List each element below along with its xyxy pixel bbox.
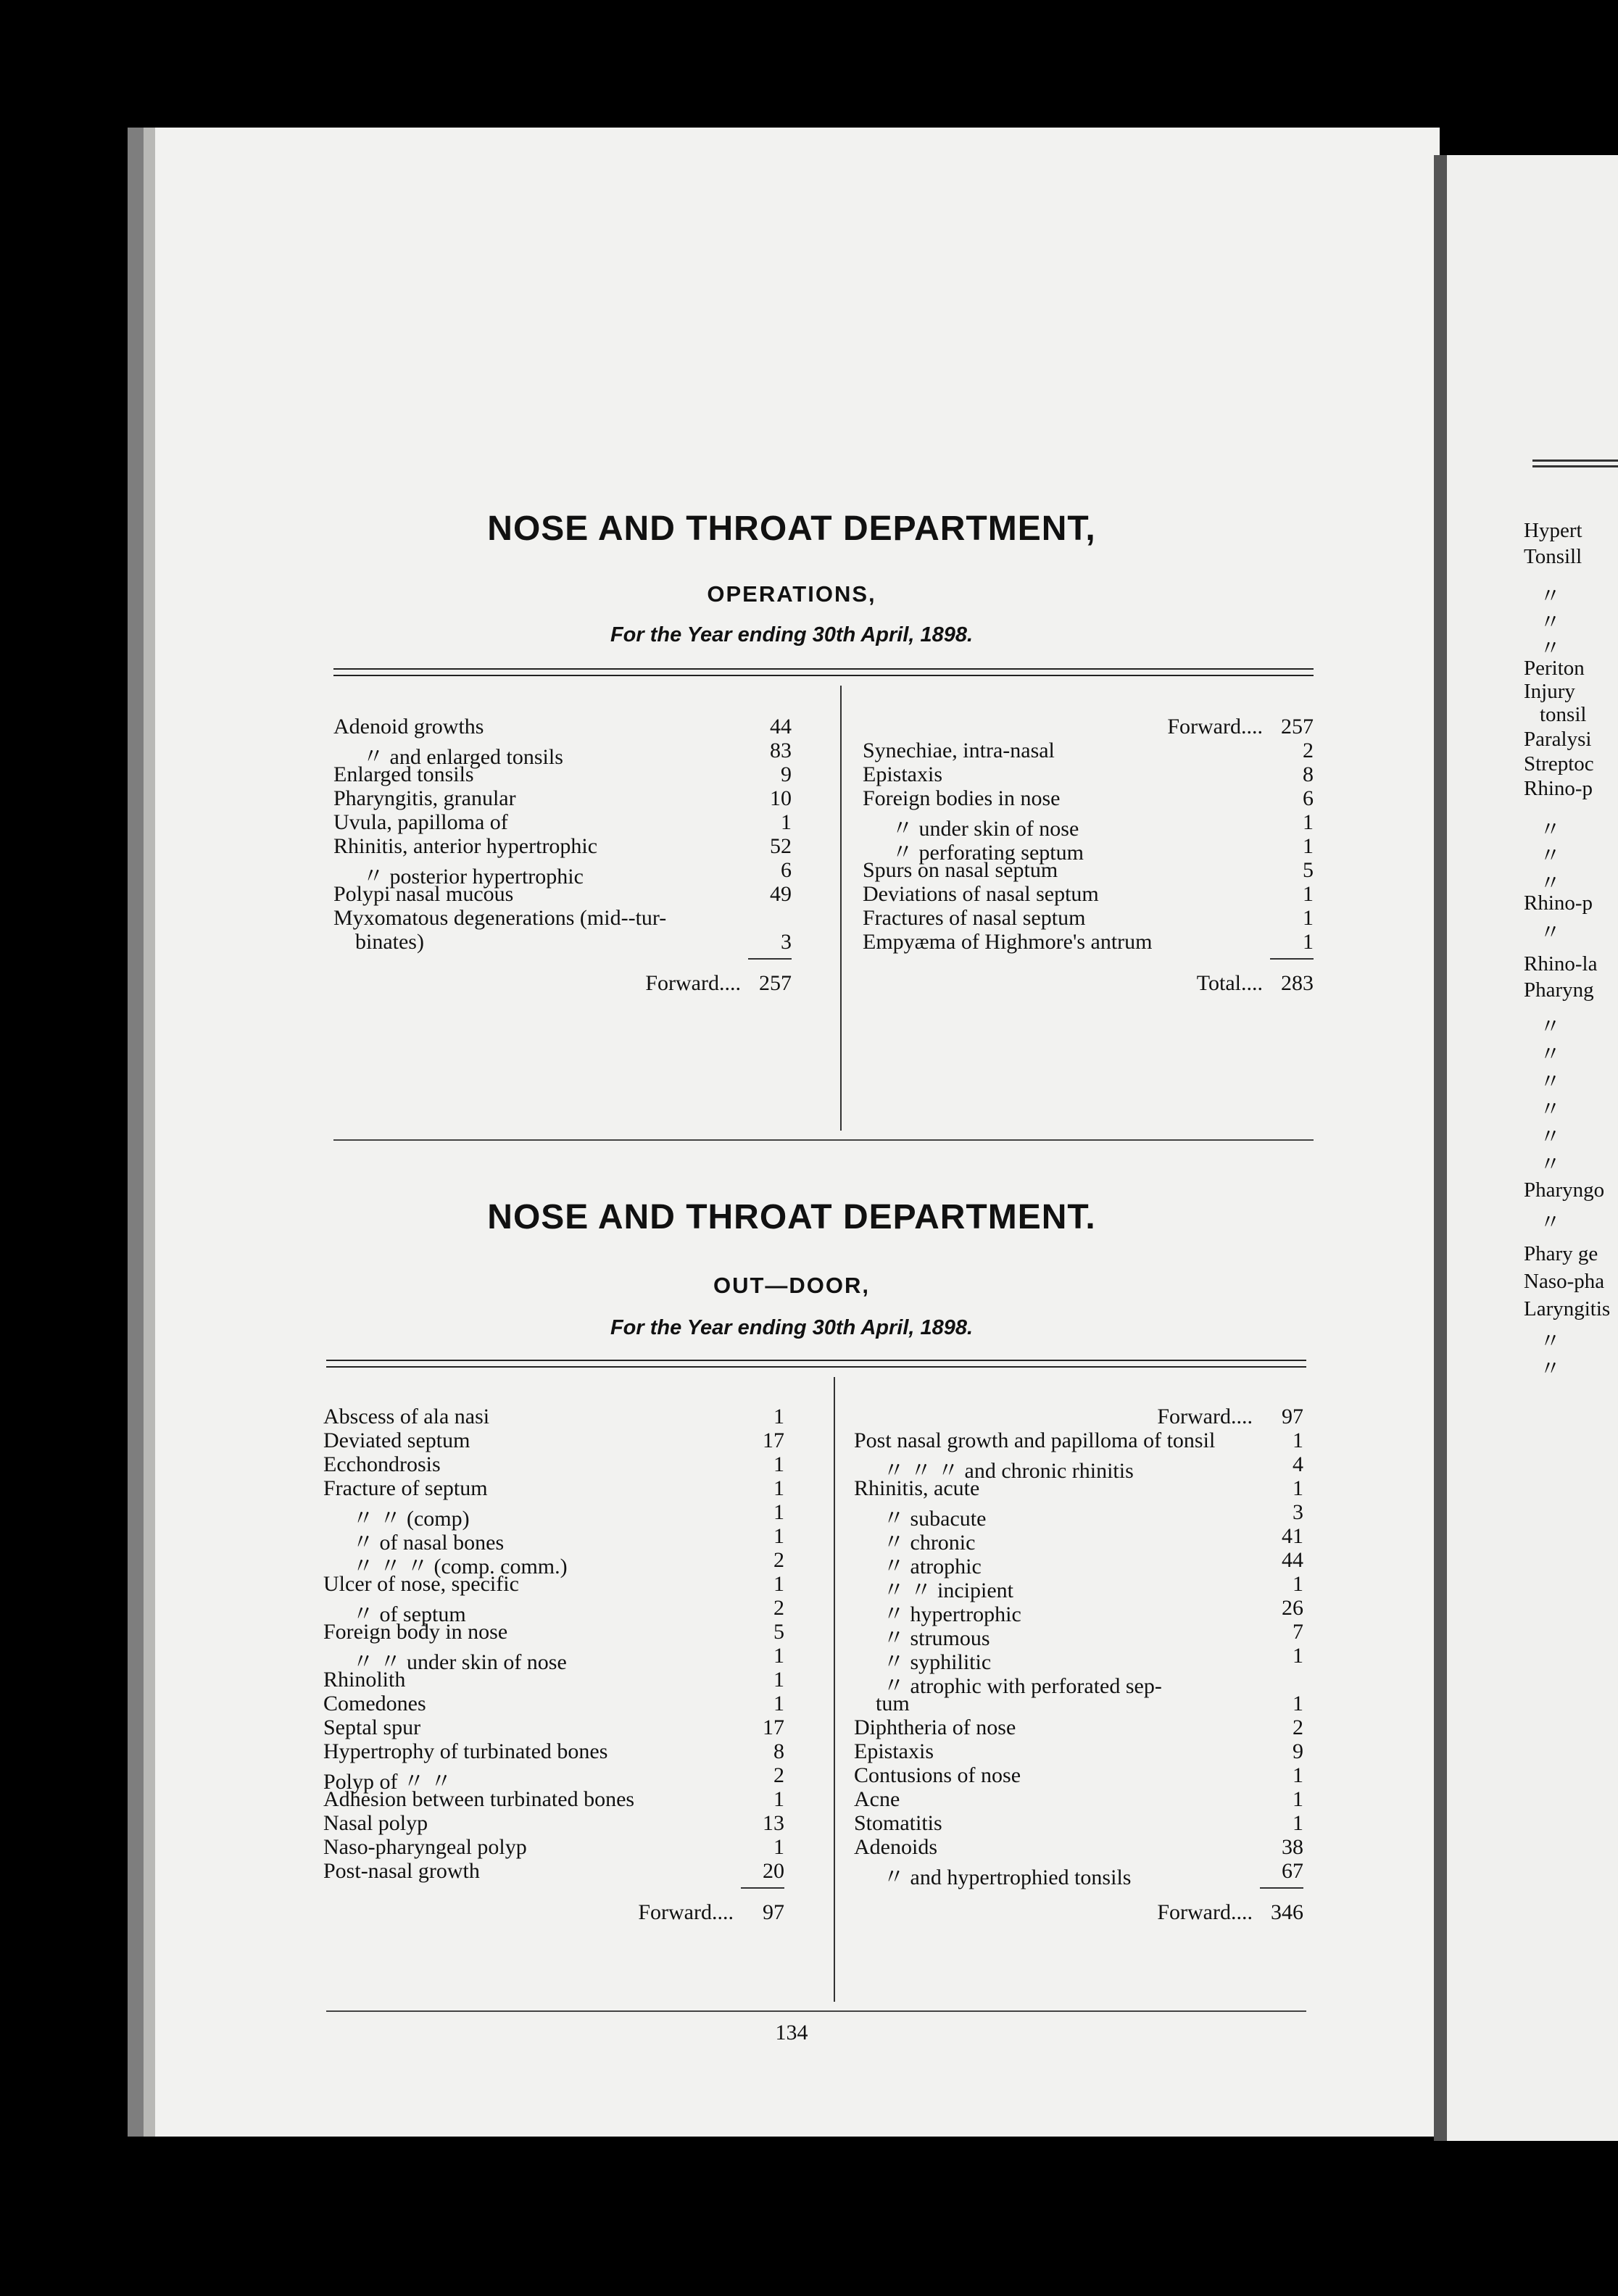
outdoor-top-rule: [326, 1360, 1306, 1368]
row-value: 1: [773, 1572, 784, 1596]
table-row: [323, 1548, 784, 1578]
row-label: 〃 atrophic: [883, 1555, 982, 1578]
table-row: [323, 1524, 784, 1555]
table-row: [323, 1763, 784, 1794]
row-value: 5: [1303, 858, 1314, 882]
row-label: Rhinolith: [323, 1668, 406, 1692]
row-value: 1: [773, 1405, 784, 1428]
table-row: [854, 1692, 1303, 1715]
row-label: binates): [355, 930, 424, 954]
row-value: 9: [1293, 1739, 1303, 1763]
row-value: 1: [1293, 1644, 1303, 1668]
table-row: [323, 1787, 784, 1811]
row-value: 44: [770, 715, 792, 739]
outdoor-left-column: [323, 1405, 784, 1924]
row-value: 1: [773, 1835, 784, 1859]
row-label: Adenoids: [854, 1835, 937, 1859]
row-label: 〃 of nasal bones: [352, 1531, 505, 1555]
table-row: [323, 1715, 784, 1739]
row-value: 1: [1293, 1572, 1303, 1596]
row-label: Synechiae, intra-nasal: [863, 739, 1055, 762]
outdoor-subtitle: OUT—DOOR,: [713, 1273, 871, 1298]
operations-title: NOSE AND THROAT DEPARTMENT,: [487, 509, 1096, 548]
row-value: 1: [1293, 1763, 1303, 1787]
outdoor-year: For the Year ending 30th April, 1898.: [610, 1316, 974, 1339]
facing-page-line: Pharyngo: [1524, 1178, 1605, 1202]
table-row: [333, 715, 792, 739]
row-label: 〃 subacute: [883, 1507, 987, 1531]
row-label: Uvula, papilloma of: [333, 810, 508, 834]
facing-page-line: Rhino-p: [1524, 891, 1593, 915]
table-row: [333, 762, 792, 786]
forward-value: 97: [763, 1900, 784, 1924]
table-row: [333, 906, 792, 930]
facing-page-line: 〃: [1540, 818, 1561, 841]
row-label: 〃 〃 (comp): [352, 1507, 470, 1531]
book-page: [128, 128, 1440, 2137]
row-label: Deviations of nasal septum: [863, 882, 1099, 906]
table-row: [323, 1500, 784, 1531]
table-row: [323, 1739, 784, 1763]
facing-page-line: Streptoc: [1524, 752, 1594, 775]
table-row: [323, 1859, 784, 1883]
row-label: Polyp of 〃 〃: [323, 1770, 452, 1794]
row-value: 8: [773, 1739, 784, 1763]
table-row: [323, 1452, 784, 1476]
row-value: 38: [1282, 1835, 1303, 1859]
row-value: 52: [770, 834, 792, 858]
table-row: [854, 1715, 1303, 1739]
row-value: 2: [773, 1548, 784, 1572]
row-label: Epistaxis: [863, 762, 942, 786]
total-row-value: 283: [1281, 971, 1314, 995]
row-label: Foreign bodies in nose: [863, 786, 1061, 810]
row-value: 6: [781, 858, 792, 882]
facing-page-line: 〃: [1540, 1043, 1561, 1066]
row-label: Abscess of ala nasi: [323, 1405, 490, 1428]
row-value: 83: [770, 739, 792, 762]
row-label: 〃 perforating septum: [892, 841, 1084, 865]
forward-label: Forward....: [1167, 715, 1263, 739]
operations-subtitle: OPERATIONS,: [707, 581, 876, 607]
table-row: [333, 739, 792, 769]
operations-top-rule: [333, 668, 1314, 676]
table-row: [854, 1739, 1303, 1763]
operations-bottom-rule: [333, 1139, 1314, 1141]
facing-page-line: Phary ge: [1524, 1242, 1598, 1265]
forward-label: Forward....: [1157, 1900, 1253, 1924]
table-row: [854, 1500, 1303, 1531]
row-value: 1: [1303, 810, 1314, 834]
table-row: [854, 1572, 1303, 1602]
total-row: [863, 971, 1314, 995]
facing-page-line: Rhino-la: [1524, 952, 1598, 976]
row-label: Enlarged tonsils: [333, 762, 474, 786]
row-label: 〃 strumous: [883, 1626, 990, 1650]
row-value: 1: [1303, 906, 1314, 930]
facing-page-line: 〃: [1540, 1357, 1561, 1381]
row-value: 1: [773, 1787, 784, 1811]
facing-page-line: 〃: [1540, 637, 1561, 660]
row-value: 10: [770, 786, 792, 810]
row-value: 8: [1303, 762, 1314, 786]
row-value: 1: [1293, 1476, 1303, 1500]
row-value: 1: [773, 1452, 784, 1476]
forward-label: Forward....: [645, 971, 741, 995]
facing-page-line: 〃: [1540, 844, 1561, 868]
row-value: 49: [770, 882, 792, 906]
row-value: 1: [773, 1476, 784, 1500]
table-row: [854, 1452, 1303, 1483]
row-label: 〃 syphilitic: [883, 1650, 992, 1674]
facing-page-line: 〃: [1540, 1015, 1561, 1039]
forward-label: Forward....: [638, 1900, 734, 1924]
row-label: Fractures of nasal septum: [863, 906, 1086, 930]
table-row: [323, 1428, 784, 1452]
table-row: [323, 1405, 784, 1428]
row-label: 〃 atrophic with perforated sep-: [883, 1674, 1162, 1698]
row-value: 1: [1293, 1428, 1303, 1452]
row-label: Post nasal growth and papilloma of tonsil: [854, 1428, 1216, 1452]
forward-value: 97: [1282, 1405, 1303, 1428]
row-label: 〃 chronic: [883, 1531, 976, 1555]
facing-page-line: 〃: [1540, 1070, 1561, 1094]
row-label: Acne: [854, 1787, 900, 1811]
row-label: Septal spur: [323, 1715, 421, 1739]
row-label: Polypi nasal mucous: [333, 882, 514, 906]
row-label: 〃 posterior hypertrophic: [362, 865, 584, 889]
table-row: [323, 1572, 784, 1596]
facing-page-line: 〃: [1540, 611, 1561, 634]
row-value: 1: [1293, 1811, 1303, 1835]
table-row: [863, 858, 1314, 882]
forward-value: 257: [759, 971, 792, 995]
row-value: 1: [773, 1692, 784, 1715]
row-label: Comedones: [323, 1692, 426, 1715]
row-value: 17: [763, 1428, 784, 1452]
row-label: Ecchondrosis: [323, 1452, 441, 1476]
row-value: 1: [773, 1500, 784, 1524]
operations-left-column: [333, 715, 792, 995]
row-value: 3: [1293, 1500, 1303, 1524]
table-row: [323, 1476, 784, 1500]
sum-rule: [1260, 1887, 1303, 1889]
table-row: [854, 1524, 1303, 1555]
table-row: [863, 834, 1314, 865]
table-row: [333, 834, 792, 858]
row-value: 67: [1282, 1859, 1303, 1883]
table-row: [323, 1668, 784, 1692]
row-label: Ulcer of nose, specific: [323, 1572, 519, 1596]
facing-page-line: 〃: [1540, 585, 1561, 608]
sum-rule: [1270, 958, 1314, 960]
operations-year: For the Year ending 30th April, 1898.: [610, 623, 974, 646]
row-value: 2: [773, 1763, 784, 1787]
row-value: 1: [1293, 1692, 1303, 1715]
forward-value: 346: [1271, 1900, 1303, 1924]
row-label: Contusions of nose: [854, 1763, 1021, 1787]
outdoor-column-divider: [834, 1377, 835, 2002]
facing-page-line: tonsil: [1540, 703, 1587, 726]
outdoor-bottom-rule: [326, 2010, 1306, 2012]
forward-row: [863, 715, 1314, 739]
table-row: [863, 762, 1314, 786]
table-row: [854, 1428, 1303, 1452]
table-row: [854, 1476, 1303, 1500]
table-row: [854, 1548, 1303, 1578]
table-row: [333, 858, 792, 889]
forward-row: [854, 1405, 1303, 1428]
table-row: [333, 786, 792, 810]
row-label: Pharyngitis, granular: [333, 786, 516, 810]
row-value: 17: [763, 1715, 784, 1739]
table-row: [854, 1787, 1303, 1811]
table-row: [323, 1835, 784, 1859]
row-label: Hypertrophy of turbinated bones: [323, 1739, 608, 1763]
row-value: 4: [1293, 1452, 1303, 1476]
facing-page-line: 〃: [1540, 872, 1561, 895]
row-value: 2: [773, 1596, 784, 1620]
table-row: [854, 1644, 1303, 1674]
table-row: [863, 906, 1314, 930]
table-row: [854, 1763, 1303, 1787]
row-value: 1: [773, 1668, 784, 1692]
row-label: Rhinitis, anterior hypertrophic: [333, 834, 598, 858]
row-label: 〃 and enlarged tonsils: [362, 745, 563, 769]
row-label: Naso-pharyngeal polyp: [323, 1835, 527, 1859]
facing-page-line: Pharyng: [1524, 978, 1594, 1002]
facing-page-line: 〃: [1540, 1098, 1561, 1121]
table-row: [854, 1811, 1303, 1835]
row-label: 〃 〃 under skin of nose: [352, 1650, 567, 1674]
table-row: [323, 1644, 784, 1674]
table-row: [323, 1596, 784, 1626]
facing-page-line: 〃: [1540, 1330, 1561, 1353]
row-value: 1: [1303, 882, 1314, 906]
facing-page-rule: [1532, 459, 1618, 462]
forward-row: [323, 1900, 784, 1924]
row-label: Myxomatous degenerations (mid--tur-: [333, 906, 667, 930]
sum-rule: [748, 958, 792, 960]
row-value: 5: [773, 1620, 784, 1644]
row-label: Fracture of septum: [323, 1476, 488, 1500]
row-value: 1: [773, 1644, 784, 1668]
row-label: 〃 hypertrophic: [883, 1602, 1021, 1626]
facing-page-fragment: [1434, 155, 1618, 2141]
row-value: 6: [1303, 786, 1314, 810]
row-value: 1: [781, 810, 792, 834]
table-row: [863, 739, 1314, 762]
table-row: [323, 1811, 784, 1835]
row-value: 2: [1303, 739, 1314, 762]
row-value: 20: [763, 1859, 784, 1883]
row-label: Nasal polyp: [323, 1811, 428, 1835]
outdoor-title: NOSE AND THROAT DEPARTMENT.: [487, 1198, 1096, 1236]
row-label: 〃 〃 〃 and chronic rhinitis: [883, 1459, 1134, 1483]
row-label: Stomatitis: [854, 1811, 942, 1835]
row-label: Adenoid growths: [333, 715, 484, 739]
table-row: [854, 1620, 1303, 1650]
row-label: Epistaxis: [854, 1739, 934, 1763]
row-label: 〃 of septum: [352, 1602, 466, 1626]
facing-page-line: Rhino-p: [1524, 777, 1593, 800]
row-value: 1: [773, 1524, 784, 1548]
row-label: Foreign body in nose: [323, 1620, 508, 1644]
facing-page-line: Periton: [1524, 657, 1585, 680]
total-row-label: Total....: [1196, 971, 1263, 995]
facing-page-line: 〃: [1540, 1211, 1561, 1234]
forward-row: [333, 971, 792, 995]
row-label: 〃 and hypertrophied tonsils: [883, 1865, 1132, 1889]
table-row: [333, 930, 792, 954]
row-value: 1: [1293, 1787, 1303, 1811]
row-value: 2: [1293, 1715, 1303, 1739]
row-value: 41: [1282, 1524, 1303, 1548]
facing-page-rule: [1532, 465, 1618, 467]
facing-page-line: 〃: [1540, 921, 1561, 944]
sum-rule: [741, 1887, 784, 1889]
row-label: Rhinitis, acute: [854, 1476, 980, 1500]
forward-value: 257: [1281, 715, 1314, 739]
table-row: [333, 882, 792, 906]
facing-page-line: 〃: [1540, 1153, 1561, 1176]
operations-right-column: [863, 715, 1314, 995]
table-row: [323, 1692, 784, 1715]
row-value: 9: [781, 762, 792, 786]
row-value: 1: [1303, 930, 1314, 954]
row-value: 7: [1293, 1620, 1303, 1644]
forward-label: Forward....: [1157, 1405, 1253, 1428]
row-value: 44: [1282, 1548, 1303, 1572]
facing-page-line: Tonsill: [1524, 545, 1582, 568]
operations-column-divider: [840, 686, 842, 1131]
row-label: 〃 〃 〃 (comp. comm.): [352, 1555, 568, 1578]
row-label: Empyæma of Highmore's antrum: [863, 930, 1153, 954]
facing-page-line: 〃: [1540, 1126, 1561, 1149]
facing-page-line: Naso-pha: [1524, 1270, 1605, 1293]
row-value: 13: [763, 1811, 784, 1835]
row-label: Adhesion between turbinated bones: [323, 1787, 635, 1811]
table-row: [863, 930, 1314, 954]
table-row: [854, 1835, 1303, 1859]
outdoor-right-column: [854, 1405, 1303, 1924]
facing-page-line: Paralysi: [1524, 728, 1592, 751]
forward-row: [854, 1900, 1303, 1924]
row-label: Diphtheria of nose: [854, 1715, 1016, 1739]
table-row: [323, 1620, 784, 1644]
facing-page-line: Hypert: [1524, 519, 1582, 542]
row-label: Deviated septum: [323, 1428, 470, 1452]
row-label: Spurs on nasal septum: [863, 858, 1058, 882]
facing-page-line: Laryngitis: [1524, 1297, 1611, 1320]
table-row: [863, 882, 1314, 906]
row-label: 〃 〃 incipient: [883, 1578, 1013, 1602]
row-value: 1: [1303, 834, 1314, 858]
row-label: Post-nasal growth: [323, 1859, 480, 1883]
page-number: 134: [775, 2021, 808, 2045]
row-value: 26: [1282, 1596, 1303, 1620]
table-row: [333, 810, 792, 834]
table-row: [854, 1859, 1303, 1889]
facing-page-line: Injury: [1524, 680, 1575, 703]
table-row: [854, 1596, 1303, 1626]
row-value: 3: [781, 930, 792, 954]
table-row: [863, 786, 1314, 810]
row-label: 〃 under skin of nose: [892, 817, 1079, 841]
table-row: [863, 810, 1314, 841]
row-label: tum: [876, 1692, 910, 1715]
table-row: [854, 1668, 1303, 1698]
